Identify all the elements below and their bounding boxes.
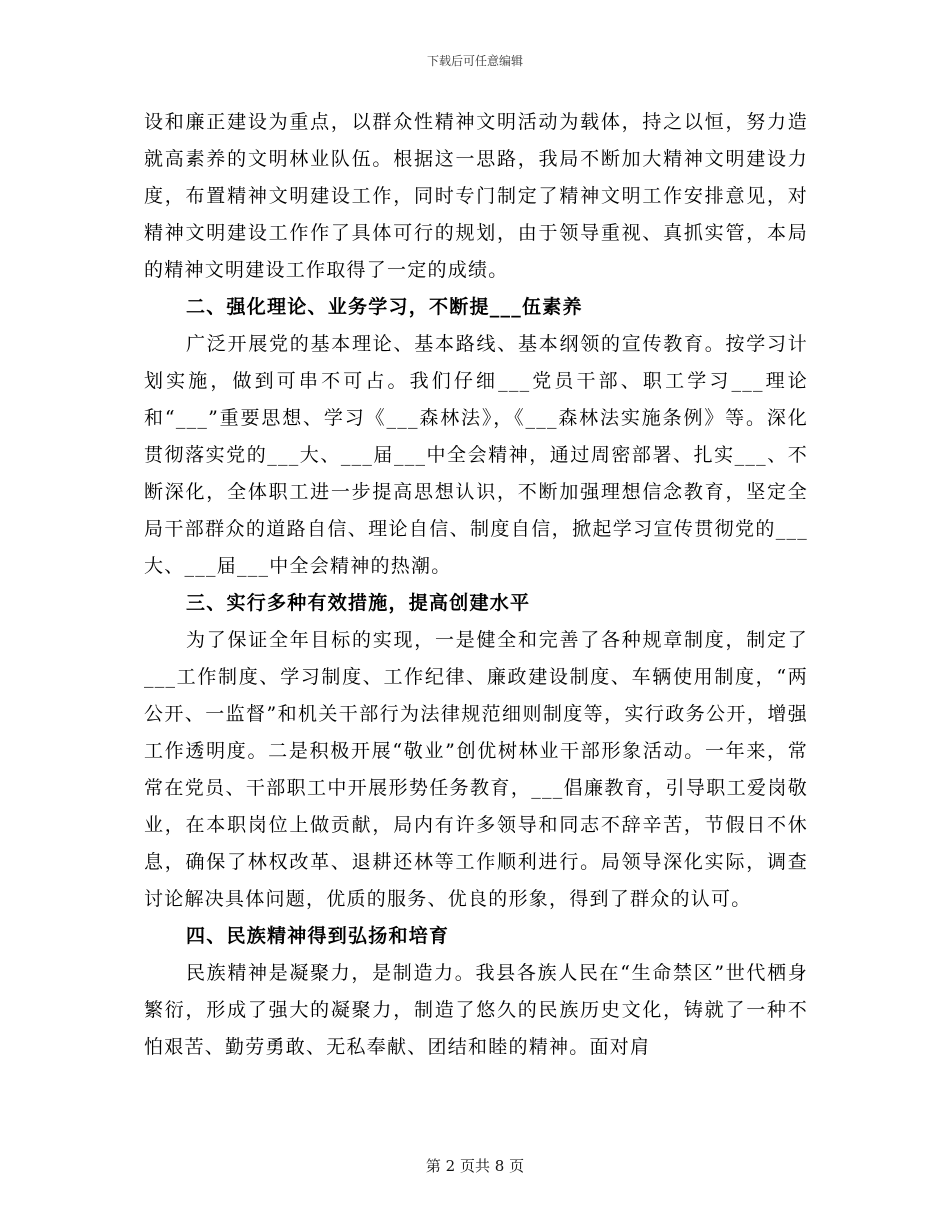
- paragraph-3: 为了保证全年目标的实现，一是健全和完善了各种规章制度，制定了___工作制度、学习制度、工作纪律、廉政建设制度、车辆使用制度，“两公开、一监督”和机关干部行为法律规范细则制度等，实行政务公开，增强工作透明度。二是积极开展“敬业”创优树林业干部形象活动。一年来，常常在党员、干部职工中开展形势任务教育，___倡廉教育，引导职工爱岗敬业，在本职岗位上做贡献，局内有许多领导和同志不辞辛苦，节假日不休息，确保了林权改革、退耕还林等工作顺利进行。局领导深化实际，调查讨论解决具体问题，优质的服务、优良的形象，得到了群众的认可。: [144, 629, 808, 910]
- page-footer: 第 2 页共 8 页: [425, 1157, 525, 1175]
- section-heading-2: 二、强化理论、业务学习，不断提___伍素养: [186, 296, 583, 318]
- section-heading-4: 四、民族精神得到弘扬和培育: [186, 925, 450, 947]
- paragraph-4: 民族精神是凝聚力，是制造力。我县各族人民在“生命禁区”世代栖身繁衍，形成了强大的凝聚力，制造了悠久的民族历史文化，铸就了一种不怕艰苦、勤劳勇敢、无私奉献、团结和睦的精神。面对肩: [144, 962, 808, 1058]
- paragraph-1: 设和廉正建设为重点，以群众性精神文明活动为载体，持之以恒，努力造就高素养的文明林业队伍。根据这一思路，我局不断加大精神文明建设力度，布置精神文明建设工作，同时专门制定了精神文明工作安排意见，对精神文明建设工作作了具体可行的规划，由于领导重视、真抓实管，本局的精神文明建设工作取得了一定的成绩。: [144, 111, 808, 281]
- document-body: [144, 104, 808, 1066]
- page-header: 下载后可任意编辑: [426, 54, 523, 68]
- section-heading-3: 三、实行多种有效措施，提高创建水平: [186, 592, 531, 614]
- paragraph-2: 广泛开展党的基本理论、基本路线、基本纲领的宣传教育。按学习计划实施，做到可串不可占。我们仔细___党员干部、职工学习___理论和“___”重要思想、学习《___森林法》，《___森林法实施条例》等。深化贯彻落实党的___大、___届___中全会精神，通过周密部署、扎实___、不断深化，全体职工进一步提高思想认识，不断加强理想信念教育，坚定全局干部群众的道路自信、理论自信、制度自信，掀起学习宣传贯彻党的___大、___届___中全会精神的热潮。: [144, 333, 808, 577]
